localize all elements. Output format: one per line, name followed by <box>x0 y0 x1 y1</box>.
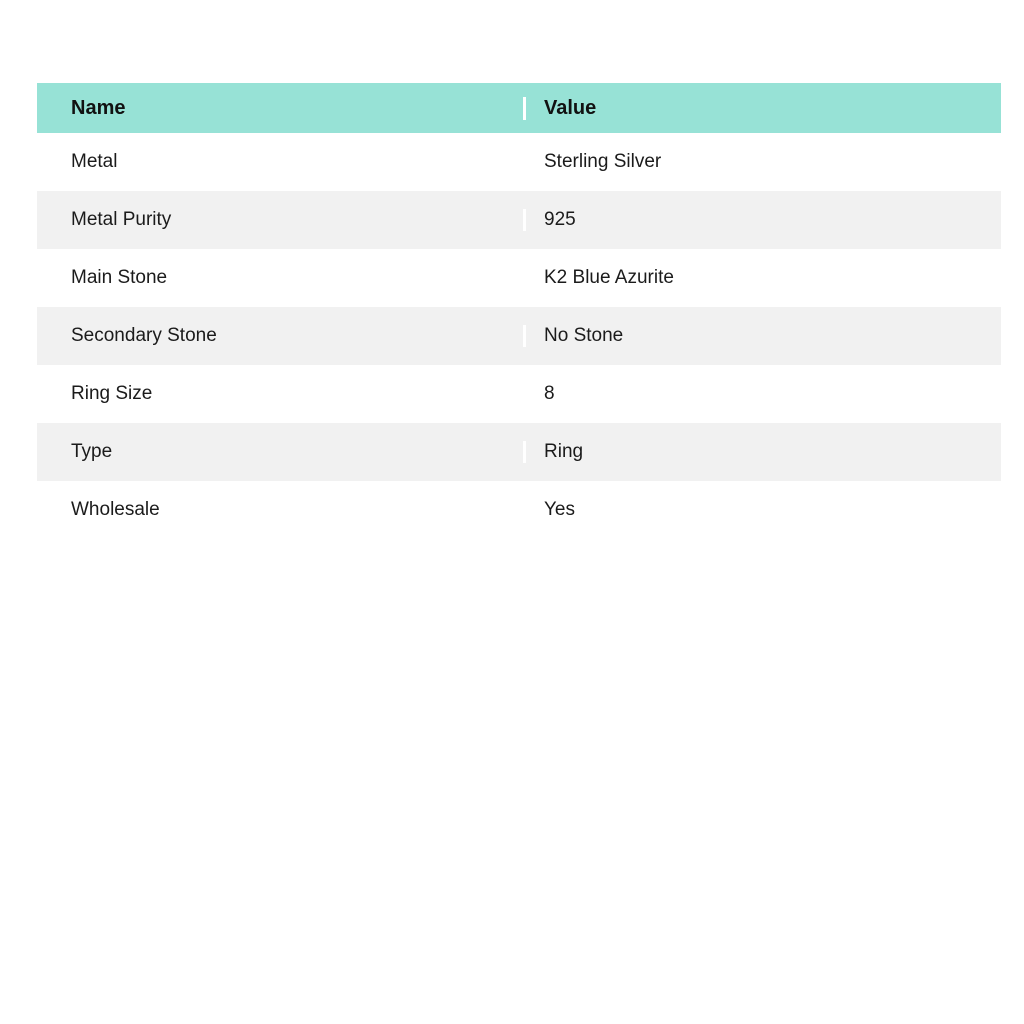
attribute-value-cell: No Stone <box>523 325 1001 347</box>
attribute-name-cell: Main Stone <box>71 267 168 288</box>
attribute-name-cell: Type <box>71 441 113 462</box>
header-name-column: Name <box>71 96 126 119</box>
attribute-name-cell: Ring Size <box>71 383 153 404</box>
attribute-name-cell: Metal Purity <box>71 209 172 230</box>
product-attributes-table <box>37 83 1001 539</box>
table-row <box>37 249 1001 307</box>
table-body <box>37 133 1001 539</box>
attribute-name-cell: Secondary Stone <box>71 325 217 346</box>
attribute-value-cell: Yes <box>523 499 1001 521</box>
attribute-value-cell: Sterling Silver <box>523 151 1001 173</box>
attribute-name-cell: Wholesale <box>71 499 160 520</box>
table-row <box>37 365 1001 423</box>
table-row <box>37 481 1001 539</box>
table-row <box>37 423 1001 481</box>
attribute-value-cell: K2 Blue Azurite <box>523 267 1001 289</box>
header-value-column: Value <box>523 97 1001 120</box>
attribute-value-cell: 925 <box>523 209 1001 231</box>
table-header-row <box>37 83 1001 133</box>
table-row <box>37 191 1001 249</box>
attribute-value-cell: 8 <box>523 383 1001 405</box>
table-row <box>37 307 1001 365</box>
attribute-name-cell: Metal <box>71 151 118 172</box>
table-row <box>37 133 1001 191</box>
attribute-value-cell: Ring <box>523 441 1001 463</box>
